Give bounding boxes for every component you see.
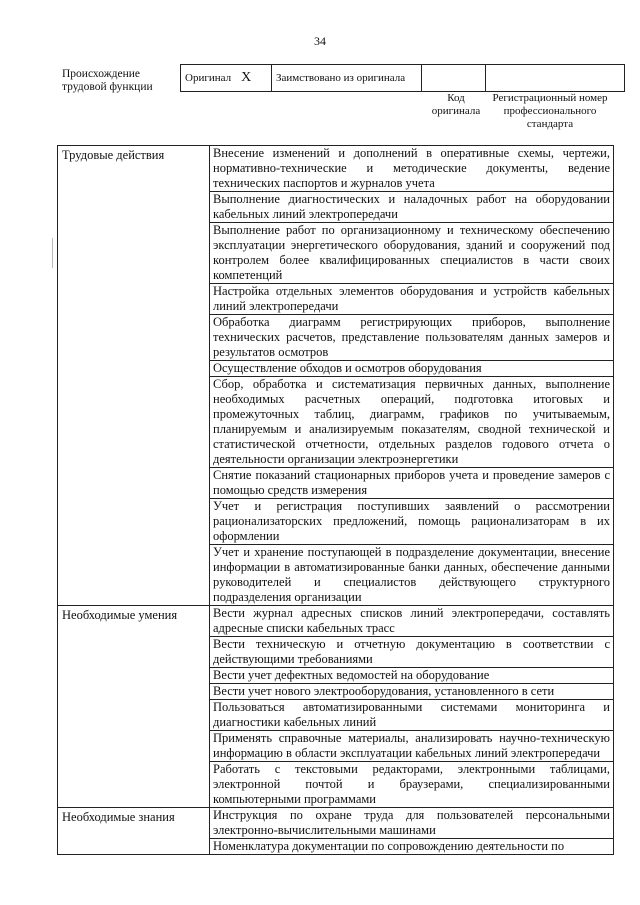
list-item: Вести журнал адресных списков линий электропередачи, составлять адресные списки кабельных трасс bbox=[210, 606, 613, 637]
section-row bbox=[58, 808, 614, 855]
original-cell bbox=[181, 65, 272, 92]
section-label-cell bbox=[58, 808, 210, 855]
section-items-cell bbox=[210, 606, 614, 808]
section-label: Трудовые действия bbox=[62, 148, 165, 162]
list-item: Осуществление обходов и осмотров оборудования bbox=[210, 361, 613, 377]
borrowed-cell bbox=[272, 65, 422, 92]
list-item: Вести учет дефектных ведомостей на оборудование bbox=[210, 668, 613, 684]
list-item: Настройка отдельных элементов оборудования и устройств кабельных линий электропередачи bbox=[210, 284, 613, 315]
origin-label: Происхождение трудовой функции bbox=[62, 68, 153, 93]
section-items-cell bbox=[210, 146, 614, 606]
list-item: Вести учет нового электрооборудования, установленного в сети bbox=[210, 684, 613, 700]
scan-mark bbox=[52, 238, 53, 268]
section-row bbox=[58, 146, 614, 606]
section-label-cell bbox=[58, 606, 210, 808]
code-cell bbox=[422, 65, 486, 92]
function-table-body bbox=[58, 146, 614, 855]
original-mark: X bbox=[241, 70, 252, 85]
borrowed-label: Заимствовано из оригинала bbox=[276, 72, 406, 84]
list-item: Внесение изменений и дополнений в оперативные схемы, чертежи, нормативно-технические и методические документы, ведение технических паспортов и журналов учета bbox=[210, 146, 613, 192]
list-item: Номенклатура документации по сопровождению деятельности по bbox=[213, 839, 565, 853]
list-item: Применять справочные материалы, анализировать научно-техническую информацию в области эксплуатации кабельных линий электропередачи bbox=[210, 731, 613, 762]
original-label: Оригинал bbox=[185, 72, 232, 84]
list-item: Учет и регистрация поступивших заявлений о рассмотрении рационализаторских предложений, помощь рационализаторам в их оформлении bbox=[210, 499, 613, 545]
list-item: Вести техническую и отчетную документацию в соответствии с действующими требованиями bbox=[210, 637, 613, 668]
reg-number-cell bbox=[486, 65, 625, 92]
section-label-cell bbox=[58, 146, 210, 606]
section-label: Необходимые знания bbox=[62, 810, 175, 824]
section-row bbox=[58, 606, 614, 808]
function-table bbox=[57, 145, 614, 855]
list-item: Выполнение диагностических и наладочных работ на оборудовании кабельных линий электропередачи bbox=[210, 192, 613, 223]
section-label: Необходимые умения bbox=[62, 608, 178, 622]
reg-number-caption: Регистрационный номер профессионального стандарта bbox=[492, 92, 608, 130]
list-item: Выполнение работ по организационному и техническому обеспечению эксплуатации энергетического оборудования, зданий и сооружений под контролем более квалифицированных специалистов в части своих компетенций bbox=[210, 223, 613, 284]
list-item: Снятие показаний стационарных приборов учета и проведение замеров с помощью средств измерения bbox=[210, 468, 613, 499]
list-item: Учет и хранение поступающей в подразделение документации, внесение информации в автоматизированные банки данных, обеспечение данными руководителей и специалистов действующего структурного подразделения организации bbox=[213, 545, 610, 604]
list-item: Работать с текстовыми редакторами, электронными таблицами, электронной почтой и браузерами, специализированными компьютерными программами bbox=[213, 762, 610, 806]
list-item: Пользоваться автоматизированными системами мониторинга и диагностики кабельных линий bbox=[210, 700, 613, 731]
origin-table bbox=[180, 64, 625, 92]
section-items-cell bbox=[210, 808, 614, 855]
page-number: 34 bbox=[314, 34, 326, 48]
code-caption: Код оригинала bbox=[431, 92, 481, 117]
list-item: Сбор, обработка и систематизация первичных данных, выполнение необходимых расчетных операций, подготовка итоговых и промежуточных таблиц, диаграмм, графиков по учитываемым, планируемым и анализируемым показателям, сводной технической и статистической отчетности, отдельных разделов годового отчета о деятельности организации электроэнергетики bbox=[210, 377, 613, 468]
list-item: Обработка диаграмм регистрирующих приборов, выполнение технических расчетов, представление пользователям данных замеров и результатов осмотров bbox=[210, 315, 613, 361]
list-item: Инструкция по охране труда для пользователей персональными электронно-вычислительными машинами bbox=[210, 808, 613, 839]
